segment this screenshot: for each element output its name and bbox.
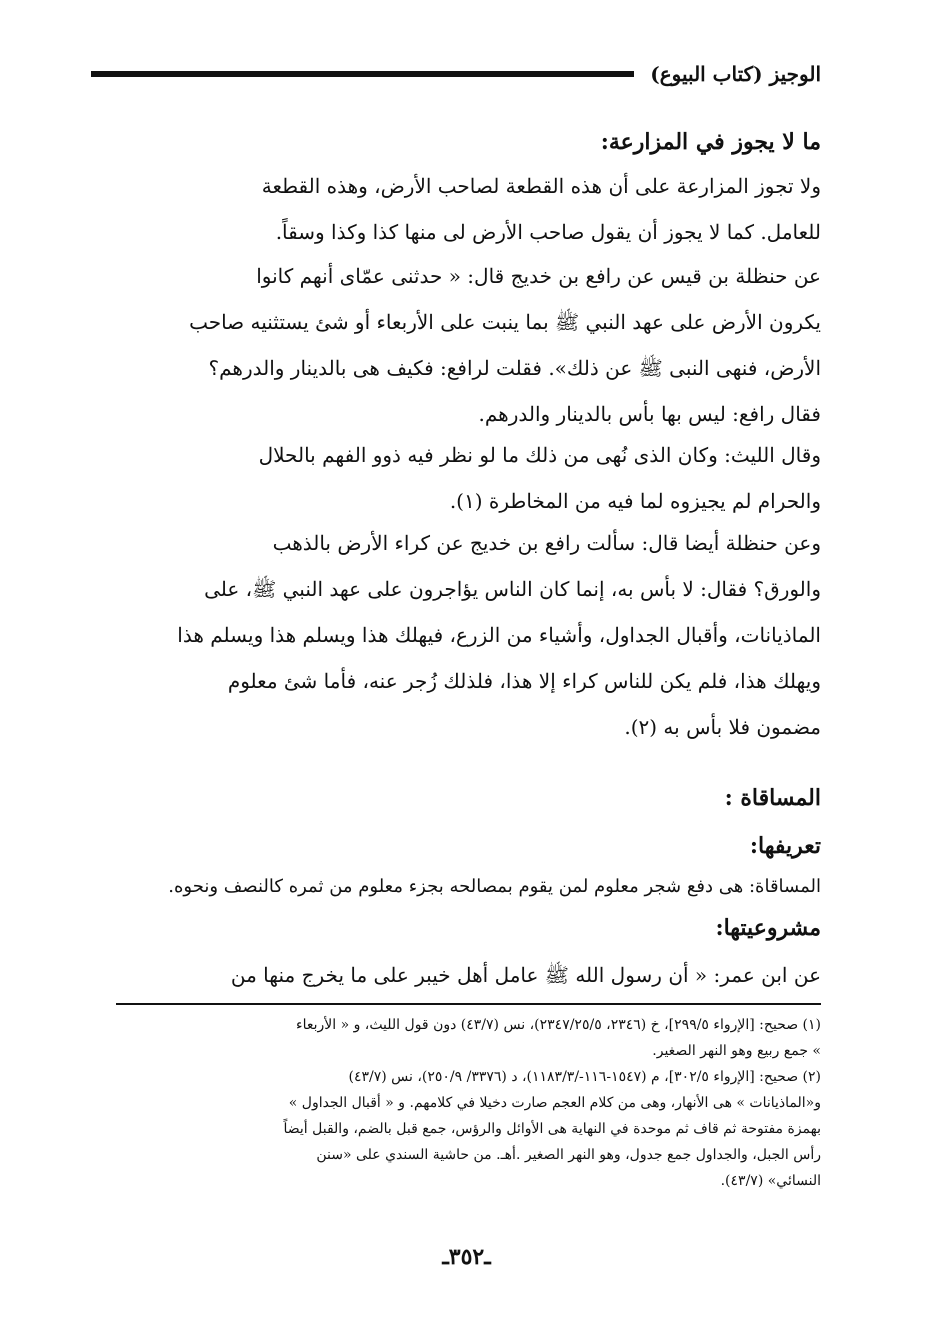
text-line: عن ابن عمر: « أن رسول الله ﷺ عامل أهل خيبر على ما يخرج منها من [230,963,821,987]
footnote-line: (١) صحيح: [الإرواء ٢٩٩/٥]، خ (٢٣٤٦، ٢٣٤٧/٢٥/٥)، نس (٤٣/٧) دون قول الليث، و « الأربعاء [295,1017,821,1033]
footnote-line: رأس الجبل، والجداول جمع جدول، وهو النهر الصغير .أهـ. من حاشية السندي على «سنن [316,1147,821,1163]
footnote-line: النسائي» (٤٣/٧). [720,1173,821,1189]
running-title: الوجيز (كتاب البيوع) [650,62,821,86]
text-line: فقال رافع: ليس بها بأس بالدينار والدرهم. [478,402,821,426]
section-heading-not-allowed: ما لا يجوز في المزارعة: [600,129,821,155]
definition-text: المساقاة: هى دفع شجر معلوم لمن يقوم بمصالحه بجزء معلوم من ثمره كالنصف ونحوه. [168,876,821,897]
subheading-legitimacy: مشروعيتها: [715,915,821,941]
subheading-definition: تعريفها: [749,833,821,859]
text-line: مضمون فلا بأس به (٢). [624,715,821,739]
paragraph-1 [101,163,821,255]
footnote-line: و«الماذيانات » هى الأنهار، وهى من كلام العجم صارت دخيلا في كلامهم. و « أقبال الجداول » [288,1095,821,1111]
text-line: عن حنظلة بن قيس عن رافع بن خديج قال: « حدثنى عمّاى أنهم كانوا [256,264,821,288]
paragraph-5 [101,952,821,998]
text-line: والورق؟ فقال: لا بأس به، إنما كان الناس يؤاجرون على عهد النبي ﷺ، على [204,577,821,601]
paragraph-2 [101,253,821,437]
footnote-line: بهمزة مفتوحة ثم قاف ثم موحدة في النهاية هى الأوائل والرؤس، جمع قبل بالضم، والقبل أيضاً [283,1121,821,1137]
text-line: الأرض، فنهى النبى ﷺ عن ذلك». فقلت لرافع: فكيف هى بالدينار والدرهم؟ [208,356,821,380]
paragraph-4 [101,520,821,750]
paragraph-3 [101,432,821,524]
footnote-line: » جمع ربيع وهو النهر الصغير. [652,1043,821,1059]
text-line: وعن حنظلة أيضا قال: سألت رافع بن خديج عن كراء الأرض بالذهب [272,531,821,555]
footnote-separator [116,1003,821,1005]
text-line: للعامل. كما لا يجوز أن يقول صاحب الأرض لى منها كذا وكذا وسقاً. [275,220,821,244]
text-line: والحرام لم يجيزوه لما فيه من المخاطرة (١). [449,489,821,513]
text-line: ولا تجوز المزارعة على أن هذه القطعة لصاحب الأرض، وهذه القطعة [261,174,821,198]
text-line: الماذيانات، وأقبال الجداول، وأشياء من الزرع، فيهلك هذا ويسلم هذا ويسلم هذا [177,623,821,647]
footnotes [101,1012,821,1194]
page-number: ـ٣٥٢ـ [442,1244,491,1270]
text-line: يكرون الأرض على عهد النبي ﷺ بما ينبت على الأربعاء أو شئ يستثنيه صاحب [189,310,821,334]
header-rule [91,71,634,77]
text-line: ويهلك هذا، فلم يكن للناس كراء إلا هذا، فلذلك زُجر عنه، فأما شئ معلوم [227,669,821,693]
text-line: وقال الليث: وكان الذى نُهى من ذلك ما لو نظر فيه ذوو الفهم بالحلال [258,443,821,467]
section-heading-musaqah: المساقاة : [724,785,821,811]
footnote-line: (٢) صحيح: [الإرواء ٣٠٢/٥]، م (١٥٤٧-١١٦-/١١٨٣/٣)، د (٣٣٧٦/ ٢٥٠/٩)، نس (٤٣/٧) [348,1069,821,1085]
running-header [91,56,821,92]
